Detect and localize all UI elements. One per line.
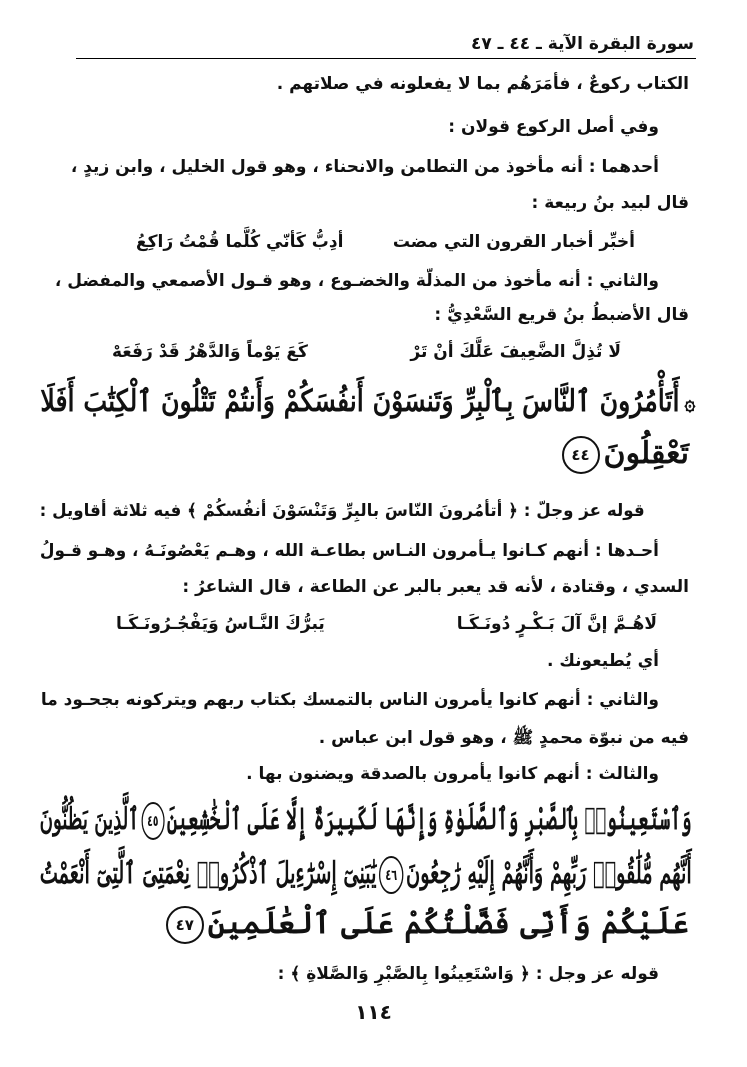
ayah-number-45: ٤٥	[142, 802, 165, 840]
poem-2-second-hemistich: كَعَ يَوْماً وَالدَّهْرُ قَدْ رَفَعَهْ	[112, 342, 308, 362]
text-line-17: فيه من نبوّة محمدٍ ﷺ ، وهو قول ابن عباس .	[318, 728, 689, 748]
page-number: ١١٤	[355, 1000, 392, 1024]
header-title: سورة البقرة الآية ـ ٤٤ ـ ٤٧	[470, 34, 694, 54]
text-line-16: والثاني : أنهم كانوا يأمرون الناس بالتمسك بكتاب ربهم ويتركونه بجحـود ما	[40, 690, 659, 710]
quran-verse-46-text-2: أَنَّهُم مُّلَٰقُوا۟ رَبِّهِمْ وَأَنَّهُمْ إِلَيْهِ رَٰجِعُونَ	[406, 856, 692, 891]
text-line-4: قال لبيد بنُ ربيعة :	[531, 193, 689, 213]
quran-verse-44-text-1: أَتَأْمُرُونَ ٱلنَّاسَ بِٱلْبِرِّ وَتَنسَوْنَ أَنفُسَكُمْ وَأَنتُمْ تَتْلُونَ ٱلْكِتَٰبَ أَفَلَا	[40, 384, 680, 419]
poem-3-first-hemistich: لَاهُـمَّ إنَّ آلَ بَـكْـرٍ دُونَـكَـا	[456, 614, 657, 634]
text-line-2: وفي أصل الركوع قولان :	[448, 117, 659, 137]
text-line-7: قال الأضبطُ بنُ قريع السَّعْدِيُّ :	[434, 305, 689, 325]
ayah-number-47: ٤٧	[166, 906, 204, 944]
header-divider	[76, 58, 696, 59]
quoted-verse-45: ﴿ وَاسْتَعِينُوا بِالصَّبْرِ وَالصَّلاةِ ﴾ :	[277, 964, 530, 984]
poem-2-first-hemistich: لَا تُذِلَّ الضَّعِيفَ عَلَّكَ أنْ تَرْ	[410, 342, 621, 362]
text-line-15: أي يُطيعونك .	[546, 651, 659, 671]
poem-1-first-hemistich: أخبِّر أخبار القرون التي مضت	[392, 232, 635, 252]
text-line-12: أحـدها : أنهم كـانوا يـأمرون النـاس بطاعـة الله ، وهـم يَعْصُونَـهُ ، وهـو قـولُ	[40, 541, 659, 561]
quran-verse-47-text-1: يَٰبَنِىٓ إِسْرَٰٓءِيلَ ٱذْكُرُوا۟ نِعْمَتِىَ ٱلَّتِىٓ أَنْعَمْتُ	[40, 856, 377, 891]
rub-el-hizb-icon: ۞	[684, 390, 695, 416]
quoted-verse-44: ﴿ أتأمُرونَ النّاسَ بالبِرِّ وَتَنْسَوْنَ أنفُسكُمْ ﴾	[187, 501, 519, 521]
poem-3-second-hemistich: يَبرُّكَ النَّـاسُ وَيَفْجُـرُونَـكَـا	[116, 614, 325, 634]
quran-verse-45-46-line	[40, 802, 692, 840]
quran-verse-44-line-2	[558, 436, 689, 474]
commentary-intro-45: قوله عز وجل :	[535, 964, 659, 984]
poem-1-second-hemistich: أدِبُّ كَأنّي كُلَّما قُمْتُ رَاكِعُ	[136, 232, 344, 252]
quran-verse-47-text-2: عَلَيْكُمْ وَأَنِّى فَضَّلْتُكُمْ عَلَى ٱلْعَٰلَمِينَ	[207, 906, 689, 941]
text-line-6: والثاني : أنه مأخوذ من المذلّة والخضـوع ، وهو قـول الأصمعي والمفضل ،	[54, 271, 659, 291]
text-line-3: أحدهما : أنه مأخوذ من التطامن والانحناء ، وهو قول الخليل ، وابن زيدٍ ،	[70, 157, 659, 177]
commentary-intro-44: قوله عز وجلّ :	[524, 501, 645, 521]
commentary-count-44: فيه ثلاثة أقاويل :	[40, 501, 182, 521]
quran-verse-47-line	[162, 906, 689, 944]
quran-verse-46-47-line	[40, 856, 692, 894]
quran-verse-44-line-1	[40, 384, 695, 419]
quran-verse-46-text-1: ٱلَّذِينَ يَظُنُّونَ	[40, 802, 140, 837]
text-line-22	[278, 963, 659, 984]
quran-verse-44-text-2: تَعْقِلُونَ	[603, 436, 689, 471]
quran-verse-45-text: وَٱسْتَعِينُوا۟ بِٱلصَّبْرِ وَٱلصَّلَوٰةِ وَإِنَّهَا لَكَبِيرَةٌ إِلَّا عَلَى ٱلْخَٰشِعِينَ	[167, 802, 692, 837]
text-line-11	[40, 500, 645, 521]
page-header	[76, 34, 694, 58]
text-line-13: السدي ، وقتادة ، لأنه قد يعبر بالبر عن الطاعة ، قال الشاعرُ :	[182, 577, 689, 597]
ayah-number-44: ٤٤	[562, 436, 600, 474]
text-line-1: الكتاب ركوعٌ ، فأمَرَهُم بما لا يفعلونه في صلاتهم .	[276, 74, 689, 94]
ayah-number-46: ٤٦	[379, 856, 403, 894]
text-line-18: والثالث : أنهم كانوا يأمرون بالصدقة ويضنون بها .	[246, 764, 659, 784]
